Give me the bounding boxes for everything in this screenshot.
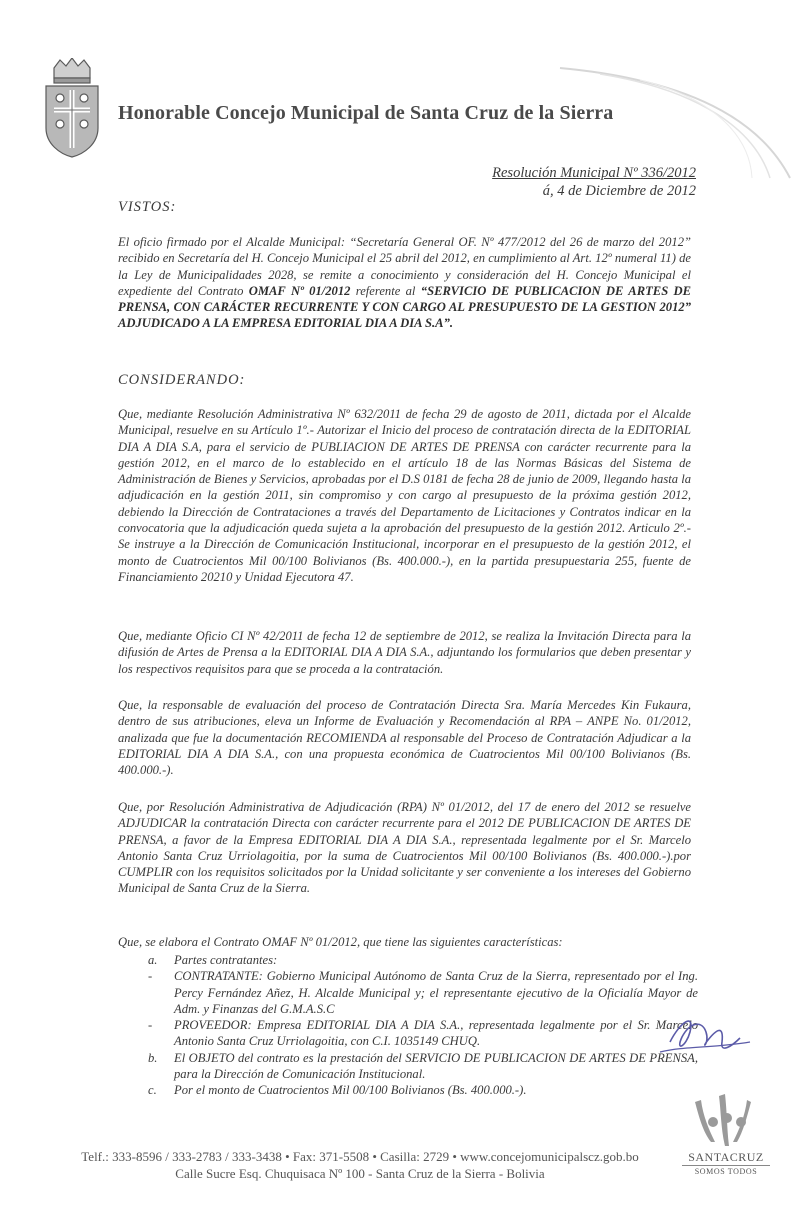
resolution-block: [492, 164, 696, 200]
resolution-number: Resolución Municipal Nº 336/2012: [492, 165, 696, 181]
list-item: - PROVEEDOR: Empresa EDITORIAL DIA A DIA S.A., representada legalmente por el Sr. Marcelo Antonio Santa Cruz Urriolagoitia, con C.I. 1035149 CHUQ.: [148, 1018, 698, 1049]
footer: [0, 1148, 800, 1182]
footer-address-line: Calle Sucre Esq. Chuquisaca Nº 100 - Santa Cruz de la Sierra - Bolivia: [175, 1166, 545, 1181]
list-item: c. Por el monto de Cuatrocientos Mil 00/100 Bolivianos (Bs. 400.000.-).: [148, 1083, 527, 1098]
vistos-paragraph: El oficio firmado por el Alcalde Municipal: “Secretaría General OF. Nº 477/2012 del 26 de marzo del 2012” recibido en Secretaría del H. Concejo Municipal el 25 abril del 2012, en cumplimiento al Art. 12º numeral 11) de la Ley de Municipalidades 2028, se remite a conocimiento y consideración del H. Concejo Municipal el expediente del Contrato OMAF Nº 01/2012 referente al “SERVICIO DE PUBLICACION DE ARTES DE PRENSA, CON CARÁCTER RECURRENTE Y CON CARGO AL PRESUPUESTO DE LA GESTION 2012” ADJUDICADO A LA EMPRESA EDITORIAL DIA A DIA S.A”.: [118, 235, 692, 331]
brand-tagline: SOMOS TODOS: [682, 1165, 770, 1176]
list-item: - CONTRATANTE: Gobierno Municipal Autónomo de Santa Cruz de la Sierra, representado por el Ing. Percy Fernández Añez, H. Alcalde Municipal y; el representante ejecutivo de la Oficialía Mayor de Adm. y Finanzas del G.M.A.S.C: [148, 969, 698, 1016]
brand-name: SANTACRUZ: [688, 1150, 764, 1164]
resolution-date: á, 4 de Diciembre de 2012: [542, 183, 696, 199]
organization-title: Honorable Concejo Municipal de Santa Cruz de la Sierra: [118, 102, 614, 124]
considerando-paragraph-1: Que, mediante Resolución Administrativa Nº 632/2011 de fecha 29 de agosto de 2011, dictada por el Alcalde Municipal, resuelve en su Artículo 1º.- Autorizar el Inicio del proceso de contratación directa de la EDITORIAL DIA A DIA S.A, para el servicio de PUBLIACION DE ARTES DE PRENSA con carácter recurrente para la gestión 2012, en el marco de lo establecido en el artículo 18 de las Normas Básicas del Sistema de Administración de Bienes y Servicios, aprobadas por el D.S 0181 de fecha 28 de junio de 2009, llegando hasta la adjudicación en la gestión 2011, sin compromiso y con cargo al presupuesto de la próxima gestión 2012, debiendo la Dirección de Contrataciones a través del Departamento de Licitaciones y Contratos indicar en la convocatoria que la adjudicación queda sujeta a la aprobación del presupuesto de la gestión 2012. Articulo 2º.- Se instruye a la Dirección de Comunicación Institucional, incorporar en el presupuesto de la gestión 2012, el monto de Cuatrocientos Mil 00/100 Bolivianos (Bs. 400.000.-), en la partida presupuestaria 255, fuente de Financiamiento 20210 y Unidad Ejecutora 47.: [118, 407, 691, 584]
handwritten-signature: [640, 1002, 760, 1072]
contract-characteristics-list: [118, 952, 698, 1099]
list-item: b. El OBJETO del contrato es la prestación del SERVICIO DE PUBLICACION DE ARTES DE PRENSA, para la Dirección de Comunicación Institucional.: [148, 1050, 698, 1082]
list-item: a. Partes contratantes:: [148, 953, 278, 967]
considerando-paragraph-5: Que, se elabora el Contrato OMAF Nº 01/2012, que tiene las siguientes características:: [118, 935, 563, 949]
vistos-heading: VISTOS:: [118, 199, 177, 215]
coat-of-arms-icon: [40, 58, 104, 158]
considerando-paragraph-4: Que, por Resolución Administrativa de Adjudicación (RPA) Nº 01/2012, del 17 de enero del 2012 se resuelve ADJUDICAR la contratación Directa con carácter recurrente para el 2012 DE PUBLICACION DE ARTES DE PRENSA, a favor de la Empresa EDITORIAL DIA A DIA S.A., representada legalmente por el Sr. Marcelo Antonio Santa Cruz Urriolagoitia, por la suma de Cuatrocientos Mil 00/100 Bolivianos (Bs. 400.000.-).por CUMPLIR con los requisitos solicitados por la Unidad solicitante y ser conveniente a los intereses del Gobierno Municipal de Santa Cruz de la Sierra.: [118, 800, 691, 896]
footer-contact-line: Telf.: 333-8596 / 333-2783 / 333-3438 • Fax: 371-5508 • Casilla: 2729 • www.concejomunicipalscz.gob.bo: [81, 1149, 639, 1164]
considerando-paragraph-3: Que, la responsable de evaluación del proceso de Contratación Directa Sra. María Mercedes Kin Fukaura, dentro de sus atribuciones, eleva un Informe de Evaluación y Recomendación al RPA – ANPE No. 01/2012, analizada que fue la documentación RECOMIENDA al responsable del Proceso de Contratación Adjudicar a la EDITORIAL DIA A DIA S.A., con una propuesta económica de Cuatrocientos Mil 00/100 Bolivianos (Bs. 400.000.-).: [118, 698, 691, 778]
considerando-paragraph-2: Que, mediante Oficio CI Nº 42/2011 de fecha 12 de septiembre de 2012, se realiza la Invitación Directa para la difusión de Artes de Prensa a la EDITORIAL DIA A DIA S.A., adjuntando los formularios que deben presentar y los respectivos requisitos para que se proceda a la contratación.: [118, 629, 691, 676]
considerando-heading: CONSIDERANDO:: [118, 372, 246, 388]
